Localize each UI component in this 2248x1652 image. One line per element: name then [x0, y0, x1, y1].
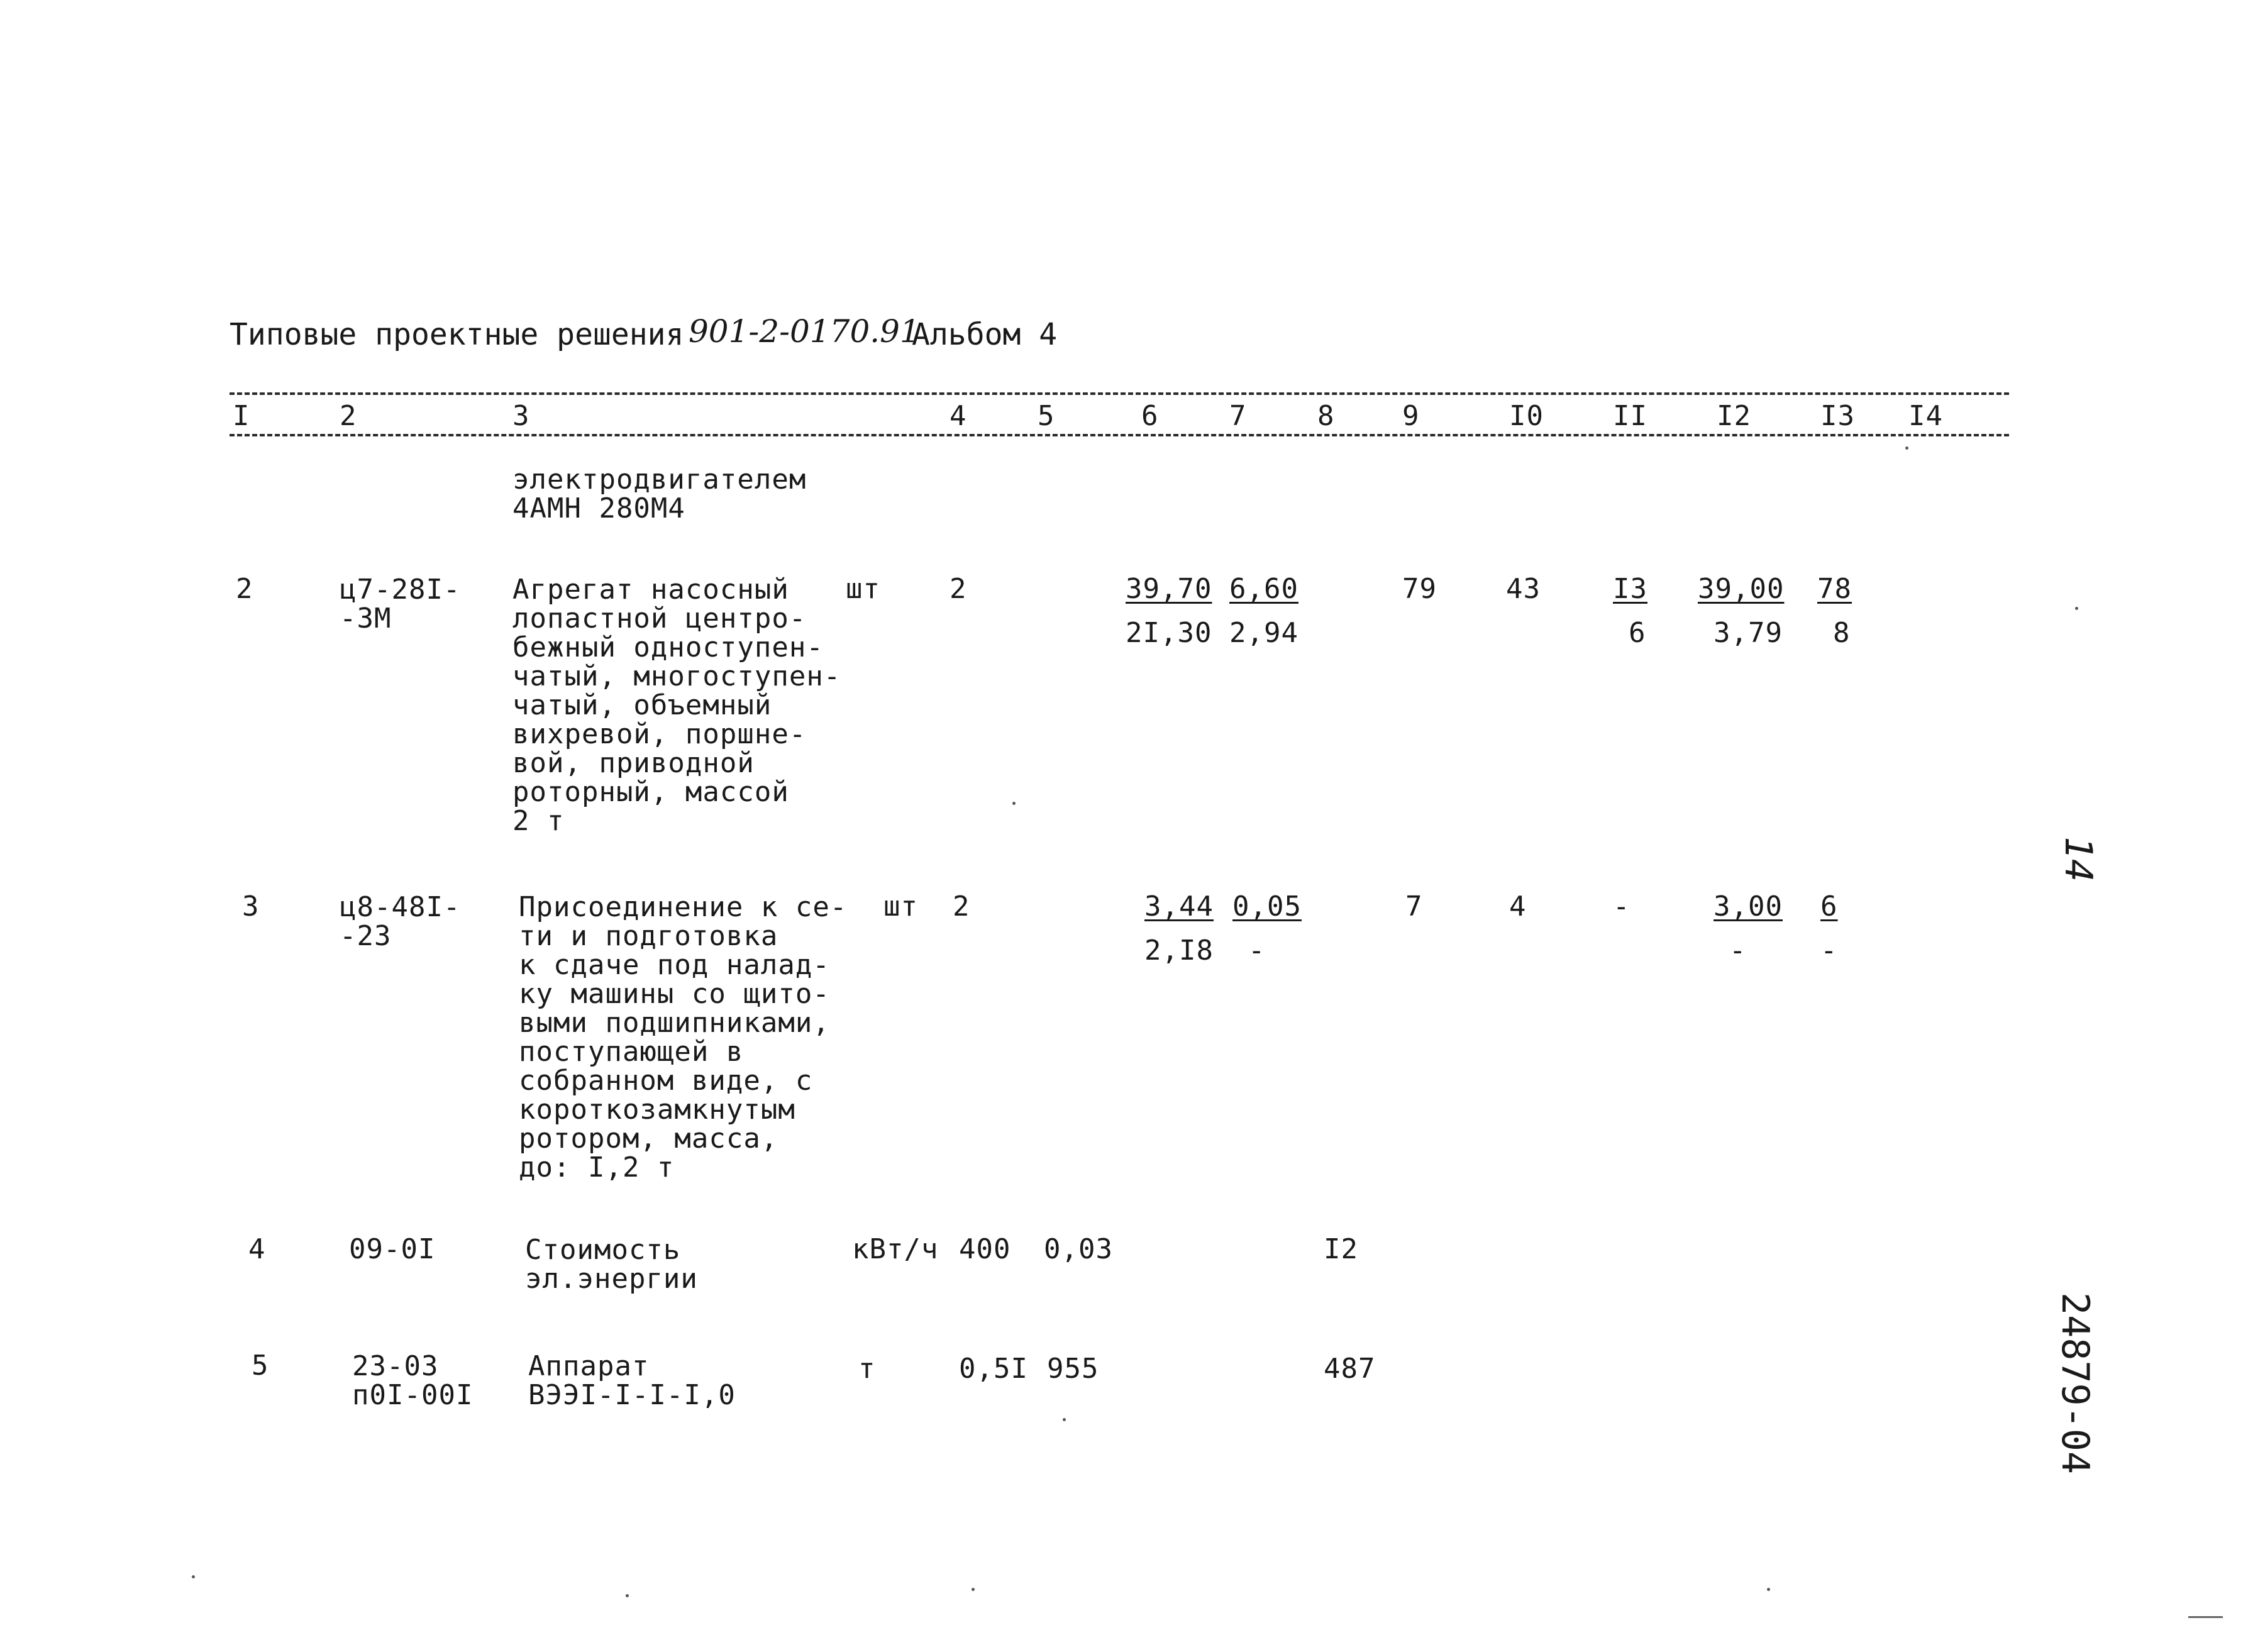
row2-col11-bottom: 6 — [1629, 617, 1646, 649]
row2-col7-bottom: 2,94 — [1229, 617, 1298, 649]
row3-col6-bottom: 2,I8 — [1144, 934, 1214, 967]
row3-col13-bottom: - — [1820, 934, 1838, 967]
col-header-2: 2 — [340, 400, 357, 432]
row2-code: ц7-28I- -3М — [340, 574, 461, 635]
row5-qty: 0,5I — [959, 1353, 1028, 1385]
row2-col12-bottom: 3,79 — [1714, 617, 1783, 649]
header-rule-top — [230, 392, 2009, 395]
row3-col10: 4 — [1509, 890, 1527, 923]
row4-col5: 0,03 — [1044, 1233, 1113, 1265]
col-header-8: 8 — [1317, 400, 1335, 432]
row5-col8: 487 — [1324, 1353, 1376, 1385]
doc-header-prefix: Типовые проектные решения — [230, 317, 684, 352]
row3-qty: 2 — [953, 890, 970, 923]
row3-unit: шт — [883, 890, 918, 923]
row5-code: 23-03 п0I-00I — [352, 1350, 473, 1411]
row3-col9: 7 — [1405, 890, 1423, 923]
scan-speck — [1063, 1418, 1066, 1421]
scan-mark — [2188, 1616, 2223, 1618]
col-header-10: I0 — [1509, 400, 1544, 432]
row3-col12-bottom: - — [1729, 934, 1747, 967]
row2-unit: шт — [846, 573, 880, 605]
row3-col7-bottom: - — [1248, 934, 1266, 967]
row2-qty: 2 — [950, 573, 967, 605]
doc-code: 901-2-0170.91 — [689, 313, 920, 350]
row5-description: Аппарат ВЭЭI-I-I-I,0 — [528, 1350, 736, 1411]
row2-number: 2 — [236, 573, 253, 605]
page-number: 14 — [2056, 836, 2100, 882]
col-header-13: I3 — [1820, 400, 1855, 432]
col-header-1: I — [233, 400, 250, 432]
row4-col8: I2 — [1324, 1233, 1358, 1265]
col-header-11: II — [1613, 400, 1647, 432]
row4-unit: кВт/ч — [852, 1233, 939, 1265]
row2-description: Агрегат насосный лопастной центро- бежный одноступен- чатый, многоступен- чатый, объемный вихревой, поршне- вой, приводной роторный, массой 2 т — [512, 574, 841, 837]
scan-speck — [192, 1575, 195, 1578]
header-rule-bottom — [230, 434, 2009, 436]
row3-description: Присоединение к се- ти и подготовка к сдаче под налад- ку машины со щито- выми подшипниками, поступающей в собранном виде, с короткозамкнутым ротором, масса, до: I,2 т — [519, 891, 848, 1184]
scan-speck — [626, 1594, 629, 1597]
col-header-5: 5 — [1038, 400, 1055, 432]
row4-qty: 400 — [959, 1233, 1011, 1265]
row2-col10: 43 — [1506, 573, 1541, 605]
album-label: Альбом 4 — [912, 317, 1058, 352]
scan-speck — [1012, 802, 1016, 805]
row3-col12-top: 3,00 — [1714, 890, 1783, 923]
scan-speck — [1767, 1588, 1770, 1591]
row3-code: ц8-48I- -23 — [340, 891, 461, 952]
row2-col9: 79 — [1402, 573, 1437, 605]
row4-description: Стоимость эл.энергии — [525, 1234, 698, 1295]
row2-col6-top: 39,70 — [1126, 573, 1212, 605]
row2-col11-top: I3 — [1613, 573, 1647, 605]
col-header-3: 3 — [512, 400, 530, 432]
row1-description: электродвигателем 4АМН 280М4 — [512, 463, 807, 524]
scan-speck — [1905, 446, 1908, 450]
row2-col13-top: 78 — [1817, 573, 1852, 605]
row4-code: 09-0I — [349, 1233, 436, 1265]
archive-number: 24879-04 — [2053, 1292, 2097, 1474]
row2-col12-top: 39,00 — [1698, 573, 1785, 605]
row2-col6-bottom: 2I,30 — [1126, 617, 1212, 649]
col-header-14: I4 — [1908, 400, 1943, 432]
row5-col5: 955 — [1047, 1353, 1099, 1385]
row5-number: 5 — [252, 1350, 269, 1382]
row5-unit: т — [858, 1353, 876, 1385]
row3-col13-top: 6 — [1820, 890, 1838, 923]
col-header-6: 6 — [1141, 400, 1159, 432]
row4-number: 4 — [248, 1233, 266, 1265]
col-header-12: I2 — [1717, 400, 1751, 432]
col-header-4: 4 — [950, 400, 967, 432]
row2-col7-top: 6,60 — [1229, 573, 1298, 605]
row3-col7-top: 0,05 — [1232, 890, 1302, 923]
scan-speck — [2075, 607, 2078, 610]
row3-number: 3 — [242, 890, 260, 923]
col-header-9: 9 — [1402, 400, 1420, 432]
row3-col11: - — [1613, 890, 1631, 923]
row3-col6-top: 3,44 — [1144, 890, 1214, 923]
col-header-7: 7 — [1229, 400, 1247, 432]
scan-speck — [972, 1588, 975, 1591]
row2-col13-bottom: 8 — [1833, 617, 1851, 649]
